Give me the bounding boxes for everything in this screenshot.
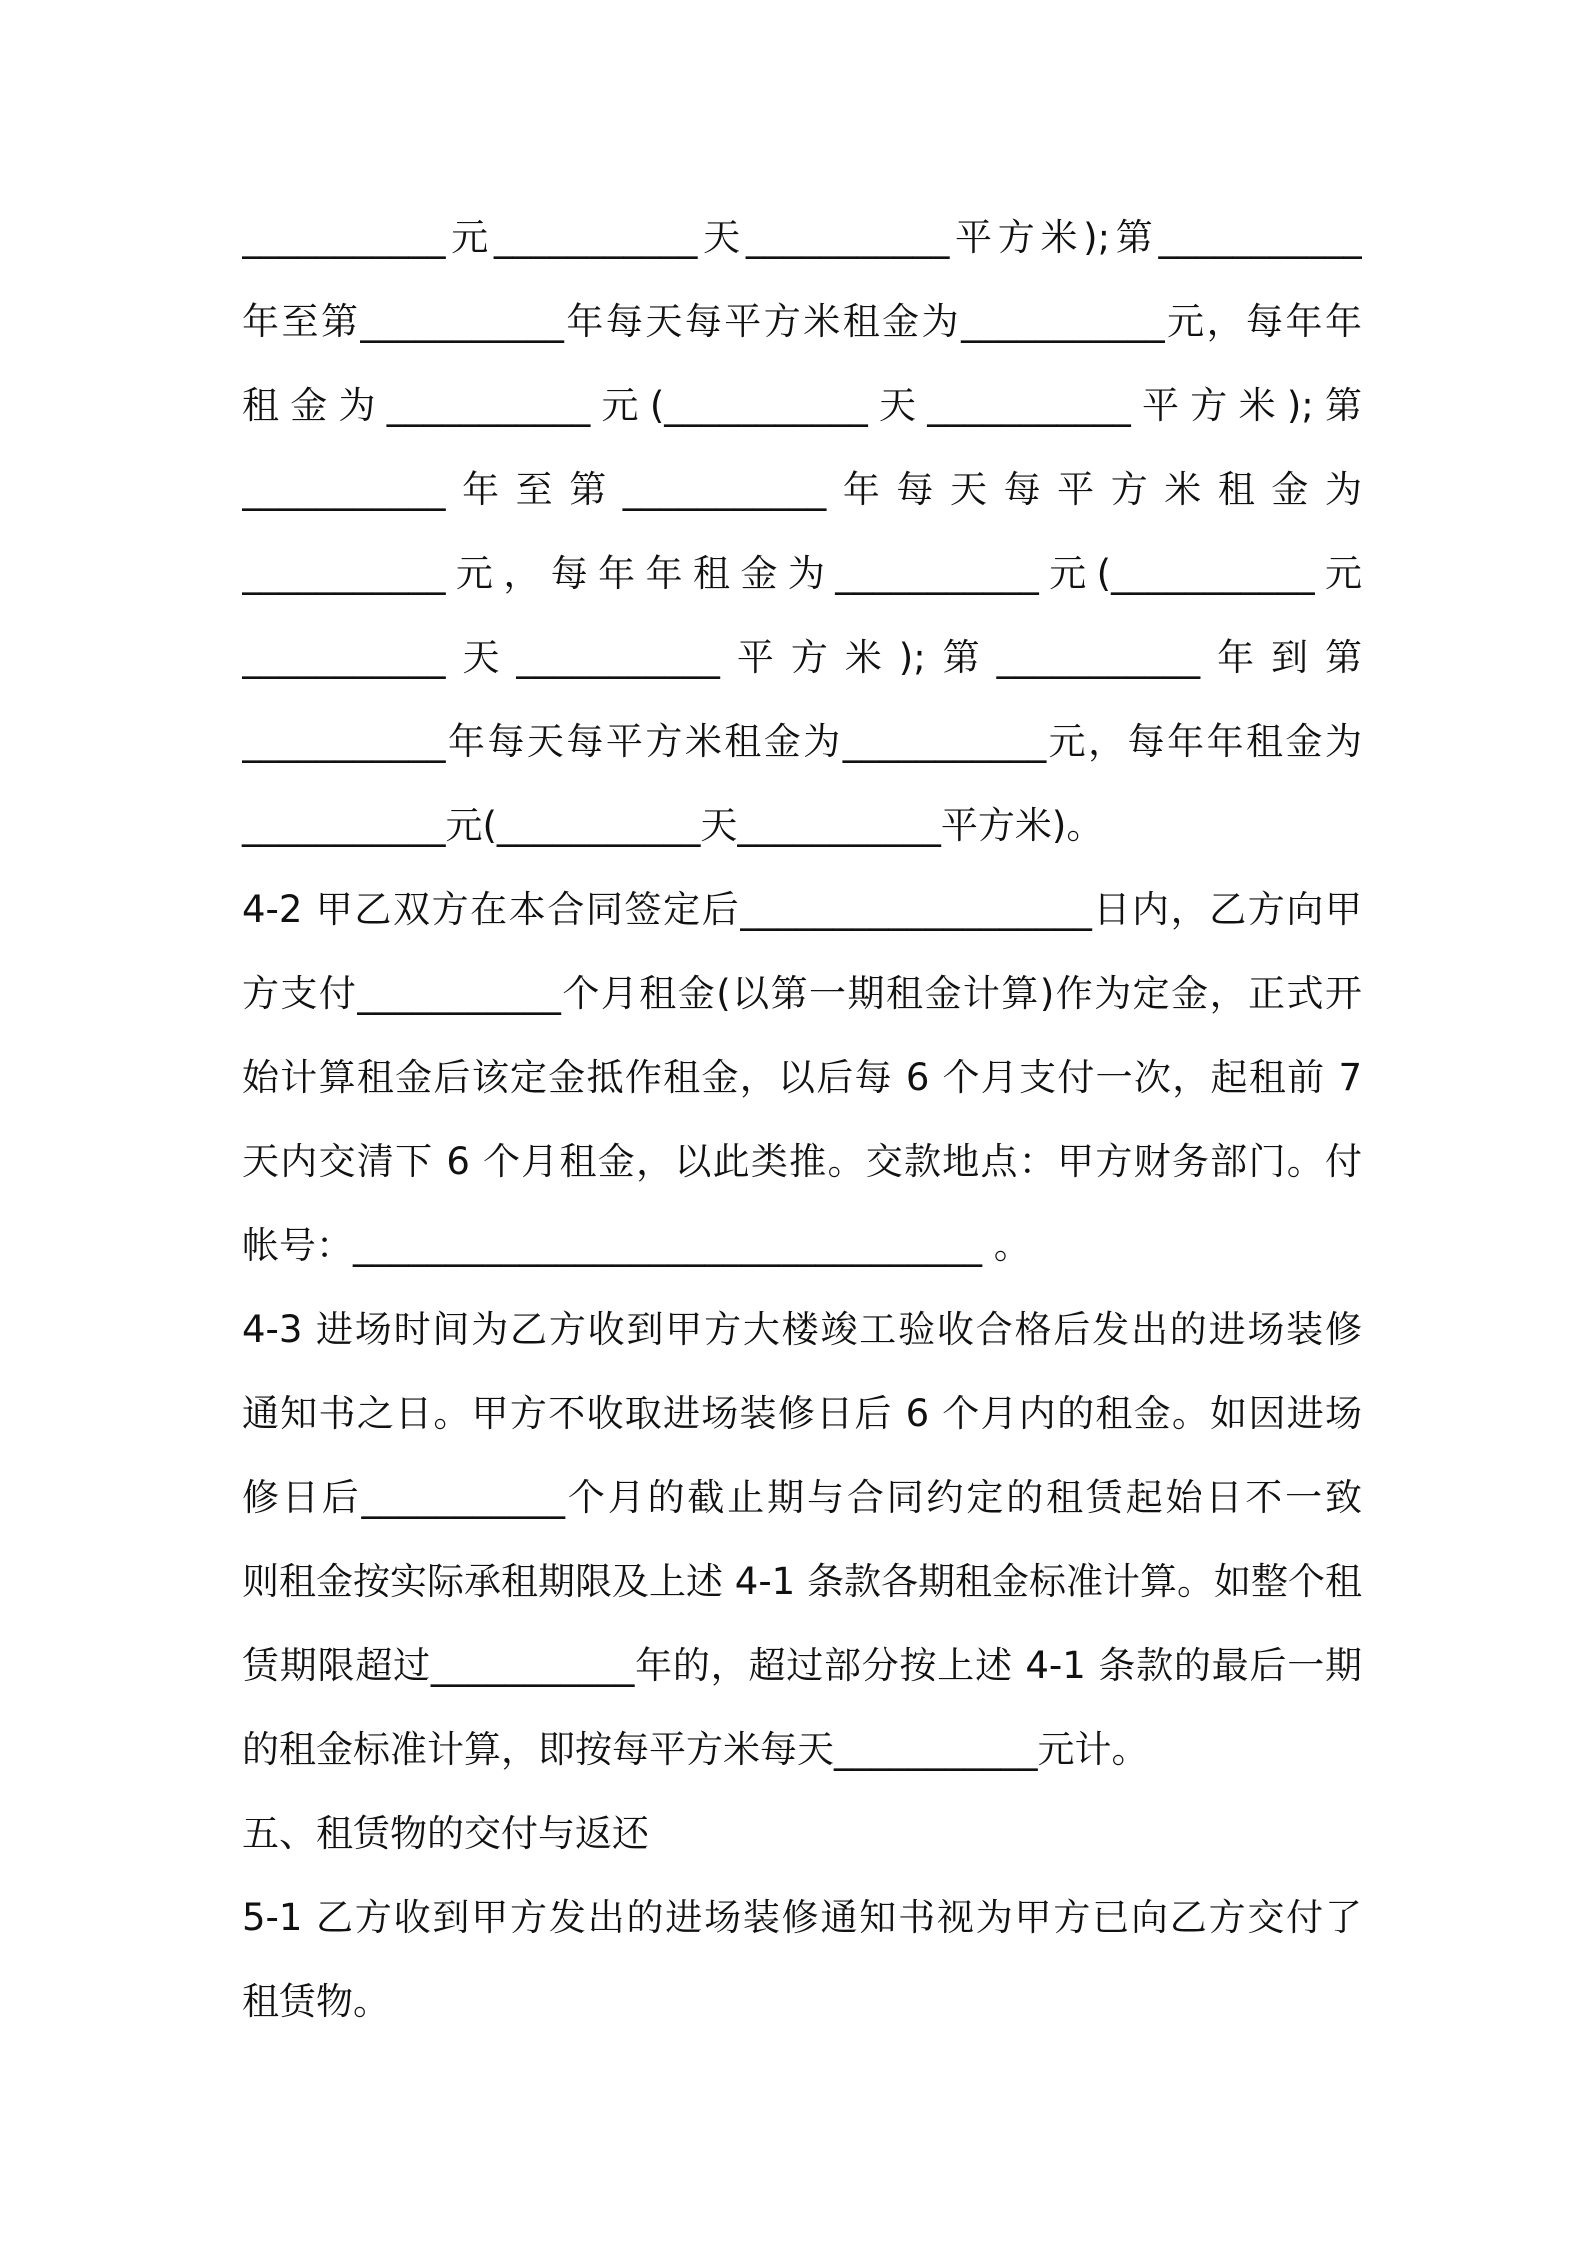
text-line: ___________元(___________天___________平方米)。 <box>242 804 1104 847</box>
section-heading: 五、租赁物的交付与返还 <box>242 1812 649 1855</box>
account-number-line: 帐号：__________________________________ 。 <box>242 1224 1031 1267</box>
text-line: 赁期限超过___________年的，超过部分按上述 4-1 条款的最后一期 <box>242 1644 1362 1687</box>
text-line: 天内交清下 6 个月租金，以此类推。交款地点：甲方财务部门。付 <box>242 1140 1362 1183</box>
text-line: ___________元___________天___________平方米);第___________ <box>242 216 1362 259</box>
text-line: 修日后___________个月的截止期与合同约定的租赁起始日不一致 <box>242 1476 1362 1519</box>
text-line: ___________元，每年年租金为___________元(___________元 <box>242 552 1362 595</box>
text-line: 方支付___________个月租金(以第一期租金计算)作为定金，正式开 <box>242 972 1362 1015</box>
clause-5-1: 5-1 乙方收到甲方发出的进场装修通知书视为甲方已向乙方交付了 <box>242 1896 1362 1939</box>
text-line: ___________年至第___________年每天每平方米租金为 <box>242 468 1362 511</box>
text-line: ___________年每天每平方米租金为___________元，每年年租金为 <box>242 720 1362 763</box>
text-line: 的租金标准计算，即按每平方米每天___________元计。 <box>242 1728 1149 1771</box>
text-line: 通知书之日。甲方不收取进场装修日后 6 个月内的租金。如因进场 <box>242 1392 1362 1435</box>
document-page <box>242 196 1362 2044</box>
text-line: 租赁物。 <box>242 1980 390 2023</box>
clause-4-2: 4-2 甲乙双方在本合同签定后___________________日内，乙方向甲 <box>242 888 1362 931</box>
text-line: ___________天___________平方米);第___________年到第 <box>242 636 1362 679</box>
clause-4-3: 4-3 进场时间为乙方收到甲方大楼竣工验收合格后发出的进场装修 <box>242 1308 1362 1351</box>
text-line: 则租金按实际承租期限及上述 4-1 条款各期租金标准计算。如整个租 <box>242 1560 1362 1603</box>
text-line: 年至第___________年每天每平方米租金为___________元，每年年 <box>242 300 1362 343</box>
text-line: 始计算租金后该定金抵作租金，以后每 6 个月支付一次，起租前 7 <box>242 1056 1362 1099</box>
text-line: 租金为___________元(___________天___________平方米);第 <box>242 384 1362 427</box>
